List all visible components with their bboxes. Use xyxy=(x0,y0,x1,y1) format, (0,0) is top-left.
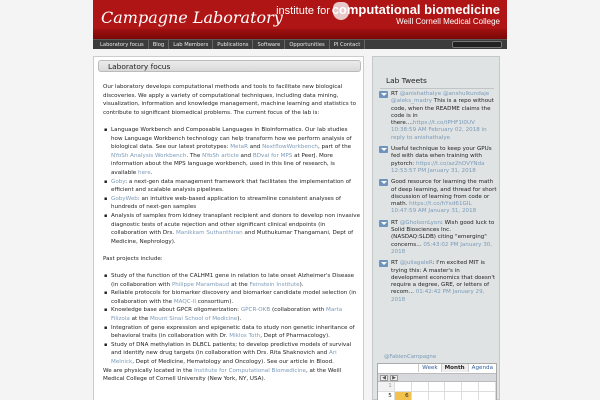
nav-item-software[interactable]: Software xyxy=(253,40,285,49)
calendar-day[interactable] xyxy=(462,392,479,400)
melnick-link[interactable]: Ari Melnick xyxy=(111,350,337,365)
tweet-item: Good resource for learning the math of deep learning, and thread for short discussion of learning from code or math. https://t.co/hYxd61GIL 10:47:59 AM January 31, 2018 xyxy=(379,179,497,215)
tweet-item: Useful technique to keep your GPUs fed with data when training with pytorch: https://t.co/az2hOVYNda 12:53:57 PM January 31, 2018 xyxy=(379,146,497,175)
calendar-day[interactable] xyxy=(462,382,479,392)
calendar-day[interactable]: 1 xyxy=(378,382,395,392)
list-item: ▪ GobyWeb: an intuitive web-based application to streamline consistent analyses of hundreds of next-gen samples xyxy=(103,195,360,212)
mount-sinai-link[interactable]: Mount Sinai School of Medicine xyxy=(149,316,238,323)
tab-week[interactable]: Week xyxy=(418,364,440,372)
metar-link[interactable]: MetaR xyxy=(230,144,248,151)
past-projects-label: Past projects include: xyxy=(103,255,163,262)
calendar-day[interactable] xyxy=(429,392,446,400)
tweet-timestamp-link[interactable]: https://t.co/hYxd61GIL 10:47:59 AM January 31, 2018 xyxy=(391,201,477,215)
gobyweb-link[interactable]: GobyWeb xyxy=(111,195,138,202)
twitter-arrow-icon xyxy=(379,260,388,267)
icb-link[interactable]: Institute for Computational Biomedicine xyxy=(194,367,306,374)
nav-item-opportunities[interactable]: Opportunities xyxy=(285,40,329,49)
sidebar xyxy=(372,56,500,400)
calendar-day[interactable] xyxy=(445,382,462,392)
calendar-tabs xyxy=(418,364,496,372)
twitter-arrow-icon xyxy=(379,91,388,98)
tweet-timestamp-link[interactable]: 01:42:42 PM January 29, 2018 xyxy=(391,289,485,303)
gpcr-okb-link[interactable]: GPCR-OKB xyxy=(240,307,271,314)
list-item: ▪ Analysis of samples from kidney transplant recipient and donors to develop non invasive diagnostic tests of acute rejection and other significant clinical endpoints (in collaboration with Drs. Manikkam Suthanthiran and Muthukumar Thangamani, Dept of Medicine, Nephrology). xyxy=(103,212,360,246)
list-item: ▪ Study of the function of the CALHM1 gene in relation to late onset Alzheimer's Disease (in collaboration with Philippe Marambaud at the Feinstein Institute). xyxy=(103,272,360,289)
site-title[interactable]: Campagne Laboratory xyxy=(101,8,283,27)
list-item: ▪ Language Workbench and Composable Languages in Bioinformatics. Our lab studies how Language Workbench technology can help transform how we perform analysis of biological data. See our latest prototypes: MetaR and NextflowWorkbench, part of the NYoSh Analysis Workbench. The NYoSh article and BDval for MPS at PeerJ. More information about the MPS language workbench, used in this line of research, is available here. xyxy=(103,126,360,178)
nyosh-article-link[interactable]: NYoSh article xyxy=(202,152,239,159)
calendar-day[interactable] xyxy=(395,382,412,392)
twitter-arrow-icon xyxy=(379,220,388,227)
nav-item-publications[interactable]: Publications xyxy=(213,40,253,49)
institute-prefix: institute for xyxy=(276,5,330,17)
intro-paragraph: Our laboratory develops computational methods and tools to facilitate new biological discoveries. We apply a variety of computational techniques, including data mining, visualization, information and knowledge management, machine learning and statistics to contribute to significant biomedical problems. The current focus of the lab is: xyxy=(103,84,357,116)
goby-link[interactable]: Goby xyxy=(111,178,126,185)
marambaud-link[interactable]: Philippe Marambaud xyxy=(171,281,230,288)
calendar-day-today[interactable]: 6 xyxy=(395,392,412,400)
filizola-link[interactable]: Marta Filizola xyxy=(111,307,343,323)
nav-item-pi-contact[interactable]: PI Contact xyxy=(330,40,366,49)
page-title: Laboratory focus xyxy=(98,60,361,72)
nav-item-laboratory-focus[interactable]: Laboratory focus xyxy=(96,40,149,49)
tweet-item: RT @GholsonLyon: Wish good luck to Solid Biosciences Inc. (NASDAQ:SLDB) citing "emerging" concerns... 05:43:02 PM January 30, 2018 xyxy=(379,220,497,256)
tweet-item: RT @juliagaleR: I'm excited MIT is trying this: A master's in development economics that doesn't require a degree, GRE, or letters of recom... 01:42:42 PM January 29, 2018 xyxy=(379,260,497,304)
tweet-mention-link[interactable]: @GholsonLyon xyxy=(399,219,441,226)
nav-item-lab-members[interactable]: Lab Members xyxy=(169,40,213,49)
calendar-day[interactable] xyxy=(412,382,429,392)
institute-name[interactable] xyxy=(276,2,500,17)
main-body xyxy=(103,83,360,384)
nextflow-workbench-link[interactable]: NextflowWorkbench xyxy=(262,144,318,151)
calendar-widget xyxy=(377,363,497,400)
tab-agenda[interactable]: Agenda xyxy=(468,364,496,372)
location-paragraph: We are physically located in the Institute for Computational Biomedicine, at the Weill Medical College of Cornell University (New York, NY, USA). xyxy=(103,367,342,383)
tweet-timestamp-link[interactable]: https://t.co/az2hOVYNda 12:53:57 PM January 31, 2018 xyxy=(391,160,485,174)
maqc-link[interactable]: MAQC-II xyxy=(173,298,197,305)
bdval-link[interactable]: BDval for MPS xyxy=(252,152,293,159)
header-banner xyxy=(93,0,507,39)
calendar-grid xyxy=(378,382,496,400)
calendar-day[interactable] xyxy=(412,392,429,400)
tab-month[interactable]: Month xyxy=(441,364,468,372)
current-focus-list xyxy=(103,126,360,246)
nav-item-blog[interactable]: Blog xyxy=(149,40,169,49)
calendar-day[interactable] xyxy=(429,382,446,392)
tweet-item: RT @anishathalye @anshulkundaje @aleks_madry This is a repo without code, when the README claims the code is in there....https://t.co/tPHF1l0UV 10:38:59 AM February 02, 2018 in reply to anishathalye xyxy=(379,91,497,142)
feinstein-link[interactable]: Feinstein Institute xyxy=(249,281,300,288)
search-input[interactable] xyxy=(452,41,502,48)
calendar-day[interactable] xyxy=(479,392,496,400)
nyosh-workbench-link[interactable]: NYoSh Analysis Workbench xyxy=(111,152,187,159)
past-projects-list xyxy=(103,272,360,367)
suthanthiran-link[interactable]: Manikkam Suthanthiran xyxy=(175,230,243,237)
list-item: ▪ Reliable protocols for biomarker discovery and biomarker candidate model selection (in collaboration with the MAQC-II consortium). xyxy=(103,289,360,306)
twitter-handle-link[interactable]: @FabienCampagne xyxy=(384,354,437,360)
twitter-arrow-icon xyxy=(379,179,388,186)
tweet-list xyxy=(379,91,497,308)
toth-link[interactable]: Miklos Toth xyxy=(229,333,261,340)
institute-title: computational biomedicine xyxy=(331,2,500,17)
calendar-day[interactable] xyxy=(479,382,496,392)
next-month-icon[interactable]: ▶ xyxy=(390,375,398,381)
list-item: ▪ Goby: a next-gen data management framework that facilitates the implementation of efficient and scalable analysis pipelines. xyxy=(103,178,360,195)
divider xyxy=(380,88,494,89)
main-content xyxy=(93,56,364,400)
prev-month-icon[interactable]: ◀ xyxy=(380,375,388,381)
tweet-timestamp-link[interactable]: https://t.co/tPHF1l0UV 10:38:59 AM February 02, 2018 in reply to anishathalye xyxy=(391,120,487,141)
tweets-title: Lab Tweets xyxy=(386,76,427,85)
tweet-mention-link[interactable]: @anshulkundaje @aleks_madry xyxy=(391,91,490,105)
mps-here-link[interactable]: here xyxy=(138,169,151,176)
tweet-timestamp-link[interactable]: 05:43:02 PM January 30, 2018 xyxy=(391,241,493,255)
tweets-widget xyxy=(372,56,500,400)
tweet-mention-link[interactable]: @juliagaleR xyxy=(399,260,433,267)
list-item: ▪ Integration of gene expression and epigenetic data to study non genetic inheritance of behavioral traits (in collaboration with Dr. Miklos Toth, Dept of Pharmacology). xyxy=(103,324,360,341)
site-header xyxy=(0,0,600,40)
calendar-day[interactable]: 5 xyxy=(378,392,395,400)
calendar-nav xyxy=(378,373,496,382)
tweet-mention-link[interactable]: @anishathalye xyxy=(399,91,442,97)
main-nav xyxy=(93,39,507,49)
twitter-arrow-icon xyxy=(379,146,388,153)
list-item: ▪ Knowledge base about GPCR oligomerization: GPCR-OKB (collaboration with Marta Filizola at the Mount Sinai School of Medicine). xyxy=(103,306,360,323)
list-item: ▪ Study of DNA methylation in DLBCL patients; to develop predictive models of survival and identify new drug targets (in collaboration with Drs. Rita Shaknovich and Ari Melnick, Dept of Medicine, Hematology and Oncology). See our article in Blood. xyxy=(103,341,360,367)
calendar-day[interactable] xyxy=(445,392,462,400)
college-name: Weill Cornell Medical College xyxy=(396,17,500,26)
